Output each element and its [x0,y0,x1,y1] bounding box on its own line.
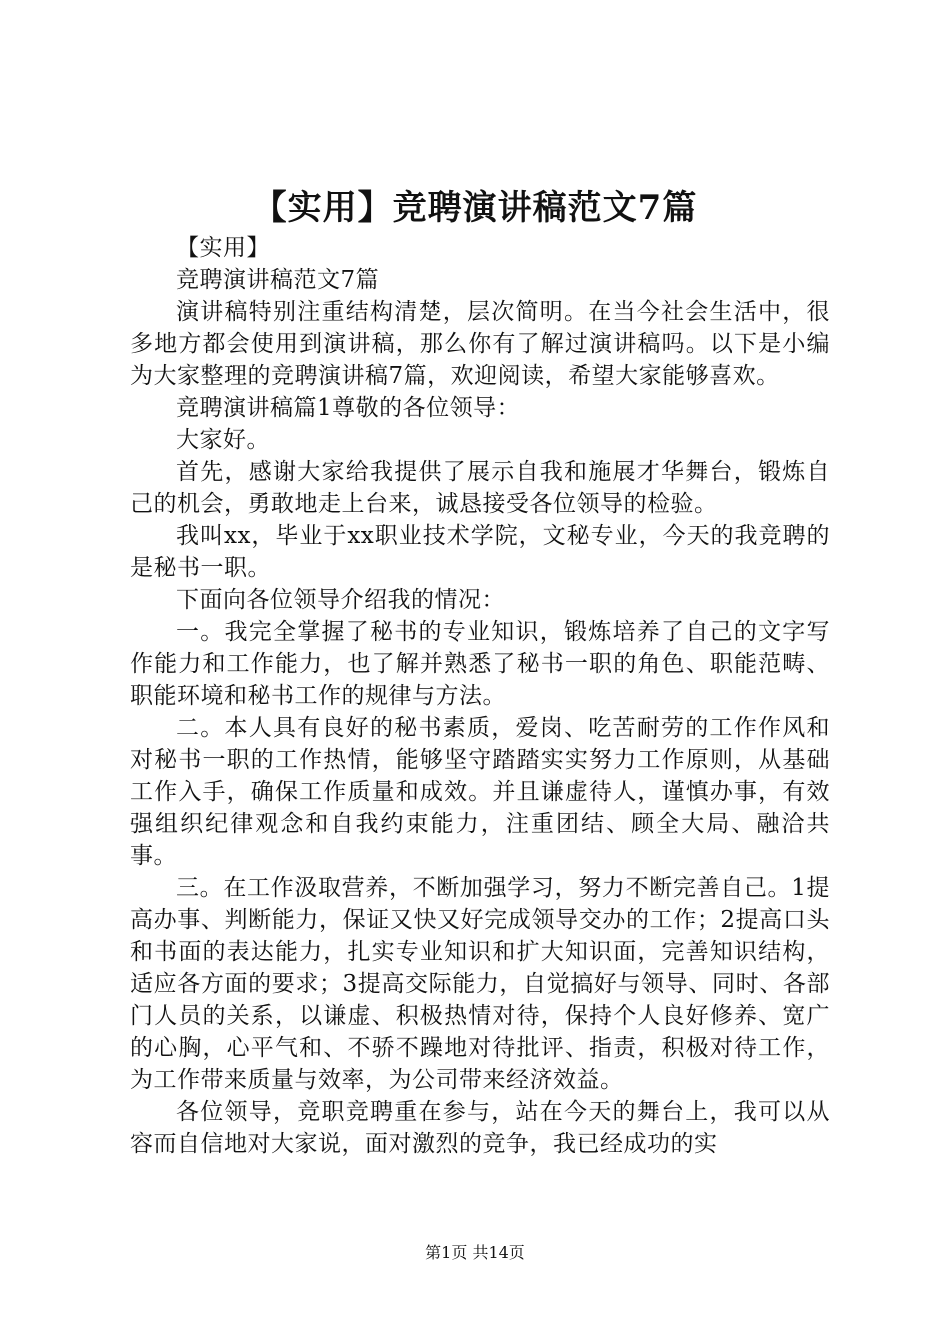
paragraph-10: 二。本人具有良好的秘书素质，爱岗、吃苦耐劳的工作作风和对秘书一职的工作热情，能够坚守踏踏实实努力工作原则，从基础工作入手，确保工作质量和成效。并且谦虚待人，谨慎办事，有效强组织纪律观念和自我约束能力，注重团结、顾全大局、融洽共事。 [130,715,830,869]
paragraph-3: 演讲稿特别注重结构清楚，层次简明。在当今社会生活中，很多地方都会使用到演讲稿，那么你有了解过演讲稿吗。以下是小编为大家整理的竞聘演讲稿7篇，欢迎阅读，希望大家能够喜欢。 [130,299,830,389]
paragraph-7: 我叫xx，毕业于xx职业技术学院，文秘专业，今天的我竞聘的是秘书一职。 [130,523,830,581]
paragraph-2: 竞聘演讲稿范文7篇 [176,267,380,293]
paragraph-12: 各位领导，竞职竞聘重在参与，站在今天的舞台上，我可以从容而自信地对大家说，面对激烈的竞争，我已经成功的实 [130,1099,830,1157]
document-title: 【实用】竞聘演讲稿范文7篇 [252,188,698,228]
paragraph-8: 下面向各位领导介绍我的情况： [176,587,505,613]
paragraph-9: 一。我完全掌握了秘书的专业知识，锻炼培养了自己的文字写作能力和工作能力，也了解并熟悉了秘书一职的角色、职能范畴、职能环境和秘书工作的规律与方法。 [130,619,830,709]
paragraph-4: 竞聘演讲稿篇1尊敬的各位领导： [176,395,521,421]
document-body [130,232,830,1160]
paragraph-6: 首先，感谢大家给我提供了展示自我和施展才华舞台，锻炼自己的机会，勇敢地走上台来，诚恳接受各位领导的检验。 [130,459,830,517]
paragraph-1: 【实用】 [176,235,270,261]
page-footer: 第1页 共14页 [425,1243,525,1262]
paragraph-11: 三。在工作汲取营养，不断加强学习，努力不断完善自己。1提高办事、判断能力，保证又快又好完成领导交办的工作；2提高口头和书面的表达能力，扎实专业知识和扩大知识面，完善知识结构，适应各方面的要求；3提高交际能力，自觉搞好与领导、同时、各部门人员的关系，以谦虚、积极热情对待，保持个人良好修养、宽广的心胸，心平气和、不骄不躁地对待批评、指责，积极对待工作，为工作带来质量与效率，为公司带来经济效益。 [130,875,830,1093]
paragraph-5: 大家好。 [176,427,270,453]
